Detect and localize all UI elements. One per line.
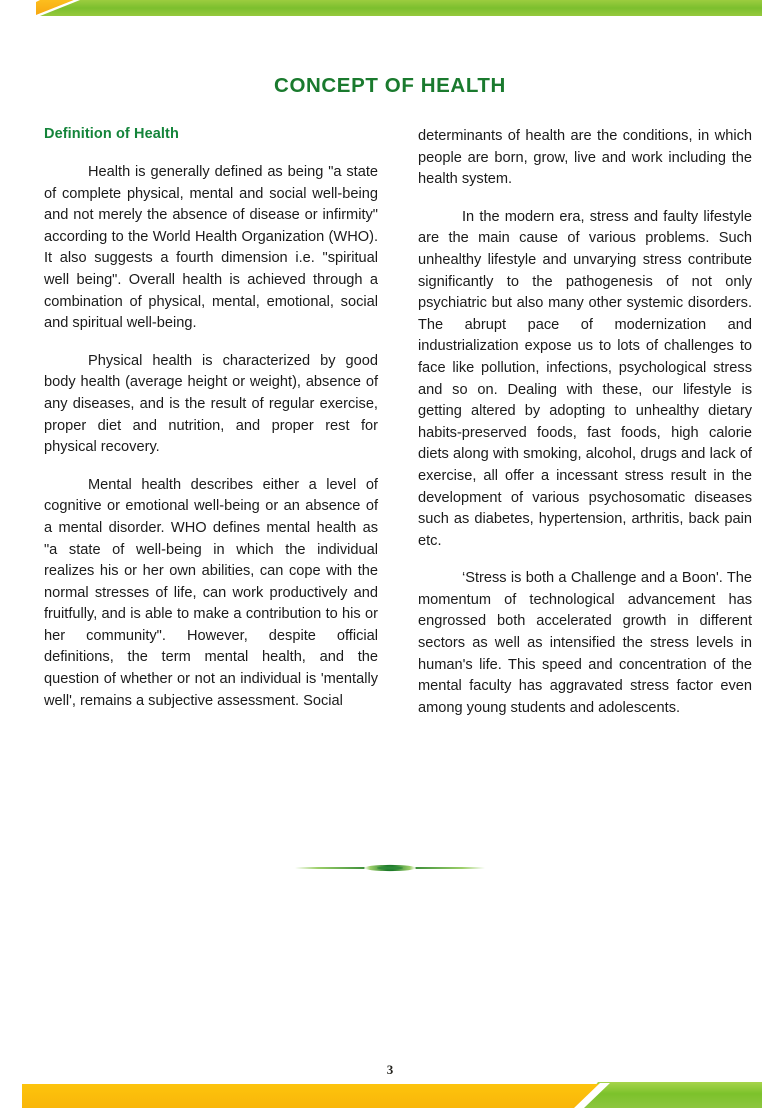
paragraph: ‘Stress is both a Challenge and a Boon'. The momentum of technological advancement has engrossed both accelerated growth in different sectors as well as intensified the stress levels in human's life. This speed and concentration of the mental faculty has aggravated stress factor even among young students and adolescents. <box>418 570 752 716</box>
green-ornament-divider <box>295 862 485 874</box>
bottom-yellow-green-banner <box>0 1075 780 1108</box>
left-column <box>44 126 378 712</box>
section-heading-definition-of-health: Definition of Health <box>44 126 179 142</box>
paragraph: Physical health is characterized by good body health (average height or weight), absence of any diseases, and is the result of regular exercise, proper diet and nutrition, and proper rest for physical recovery. <box>44 352 378 456</box>
top-green-orange-banner <box>0 0 780 20</box>
page-title: CONCEPT OF HEALTH <box>274 74 506 97</box>
paragraph: determinants of health are the conditions, in which people are born, grow, live and work including the health system. <box>418 128 752 188</box>
paragraph: Health is generally defined as being "a state of complete physical, mental and social well-being and not merely the absence of disease or infirmity" according to the World Health Organization (WHO). It also suggests a fourth dimension i.e. "spiritual well being". Overall health is achieved through a combination of physical, mental, emotional, social and spiritual well-being. <box>44 164 378 332</box>
paragraph: In the modern era, stress and faulty lifestyle are the main cause of various problems. Such unhealthy lifestyle and unvarying stress contribute significantly to the pathogenesis of not only psychiatric but also many other systemic disorders. The abrupt pace of modernization and industrialization expose us to lots of challenges to face like pollution, infections, psychological stress and so on. Dealing with these, our lifestyle is getting altered by adopting to unhealthy dietary habits-preserved foods, fast foods, high calorie diets along with smoking, alcohol, drugs and lack of exercise, all offer a incessant stress result in the development of various psychosomatic diseases such as diabetes, hypertension, arthritis, back pain etc. <box>418 208 752 549</box>
right-column <box>418 126 752 719</box>
paragraph: Mental health describes either a level of cognitive or emotional well-being or an absence of a mental disorder. WHO defines mental health as "a state of well-being in which the individual realizes his or her own abilities, can cope with the normal stresses of life, can work productively and fruitfully, and is able to make a contribution to his or her community". However, despite official definitions, the term mental health, and the question of whether or not an individual is 'mentally well', remains a subjective assessment. Social <box>44 476 378 709</box>
page-number: 3 <box>386 1062 394 1077</box>
